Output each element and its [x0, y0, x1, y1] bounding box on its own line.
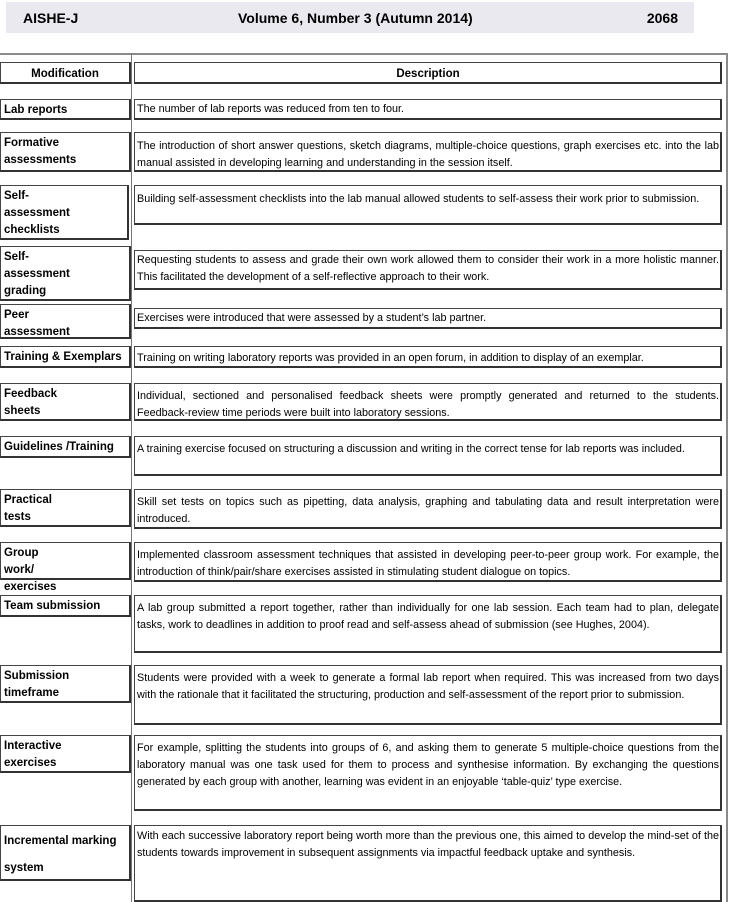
table-row	[0, 665, 728, 703]
modification-cell: Submission timeframe	[0, 665, 131, 703]
description-cell: Skill set tests on topics such as pipetting, data analysis, graphing and tabulating data and result interpretation were introduced.	[134, 489, 722, 529]
modification-cell: Interactive exercises	[0, 735, 131, 773]
modification-cell: Incremental marking system	[0, 825, 131, 881]
table-row	[0, 346, 728, 368]
column-divider	[131, 53, 132, 902]
description-cell: With each successive laboratory report being worth more than the previous one, this aimed to develop the mind-set of the students towards improvement in subsequent assignments via impactful feedback uptake and synthesis.	[134, 825, 722, 902]
description-cell: Students were provided with a week to generate a formal lab report when required. This was increased from two days with the rationale that it facilitated the structuring, production and self-assessment of the report prior to submission.	[134, 665, 722, 725]
column-header-description: Description	[134, 62, 722, 84]
column-header-modification: Modification	[0, 62, 131, 84]
table-row	[0, 132, 728, 172]
table-row	[0, 304, 728, 339]
modification-cell: Training & Exemplars	[0, 346, 131, 368]
table-header-row	[0, 62, 728, 84]
description-cell: Training on writing laboratory reports was provided in an open forum, in addition to display of an exemplar.	[134, 346, 722, 368]
table-row	[0, 99, 728, 120]
modification-cell: Guidelines /Training	[0, 436, 131, 458]
description-cell: Exercises were introduced that were assessed by a student’s lab partner.	[134, 308, 722, 329]
modification-cell: Formative assessments	[0, 132, 131, 172]
page-number: 2068	[646, 10, 678, 26]
modification-cell: Self-assessment grading	[0, 246, 131, 301]
journal-name: AISHE-J	[23, 10, 79, 26]
table-row	[0, 436, 728, 458]
description-cell: The introduction of short answer questions, sketch diagrams, multiple-choice questions, graph exercises etc. into the lab manual assisted in developing learning and understanding in the session itself.	[134, 132, 722, 172]
description-cell: A lab group submitted a report together, rather than individually for one lab session. Each team had to plan, delegate tasks, work to deadlines in addition to proof read and self-assess ahead of submission (see Hughes, 2004).	[134, 595, 722, 653]
table-row	[0, 735, 728, 788]
modification-cell: Practical tests	[0, 489, 131, 527]
description-cell: Building self-assessment checklists into the lab manual allowed students to self-assess their work prior to submission.	[134, 185, 722, 225]
table-row	[0, 383, 728, 421]
table-row	[0, 185, 728, 240]
table-row	[0, 595, 728, 631]
modification-cell: Lab reports	[0, 99, 131, 120]
modification-cell: Group work/ exercises	[0, 542, 131, 580]
volume-info: Volume 6, Number 3 (Autumn 2014)	[238, 10, 473, 26]
modification-cell: Feedback sheets	[0, 383, 131, 421]
modification-cell: Self-assessment checklists	[0, 185, 129, 240]
description-cell: The number of lab reports was reduced from ten to four.	[134, 99, 722, 120]
table-row	[0, 542, 728, 593]
table-row	[0, 489, 728, 527]
table-row	[0, 246, 728, 301]
page-header	[6, 2, 694, 33]
description-cell: A training exercise focused on structuring a discussion and writing in the correct tense for lab reports was included.	[134, 436, 722, 476]
description-cell: For example, splitting the students into groups of 6, and asking them to generate 5 multiple-choice questions from the laboratory manual was one task used for them to process and synthesise information. By exchanging the questions generated by each group with another, learning was evident in an enjoyable ‘table-quiz’ type exercise.	[134, 735, 722, 811]
description-cell: Individual, sectioned and personalised feedback sheets were promptly generated and returned to the students. Feedback-review time periods were built into laboratory sessions.	[134, 383, 722, 421]
table-row	[0, 825, 728, 881]
description-cell: Implemented classroom assessment techniques that assisted in developing peer-to-peer group work. For example, the introduction of think/pair/share exercises assisted in stimulating student dialogue on topics.	[134, 542, 722, 582]
modification-cell: Team submission	[0, 595, 131, 617]
description-cell: Requesting students to assess and grade their own work allowed them to consider their work in a more holistic manner. This facilitated the development of a self-reflective approach to their work.	[134, 250, 722, 290]
modification-cell: Peer assessment	[0, 304, 131, 339]
